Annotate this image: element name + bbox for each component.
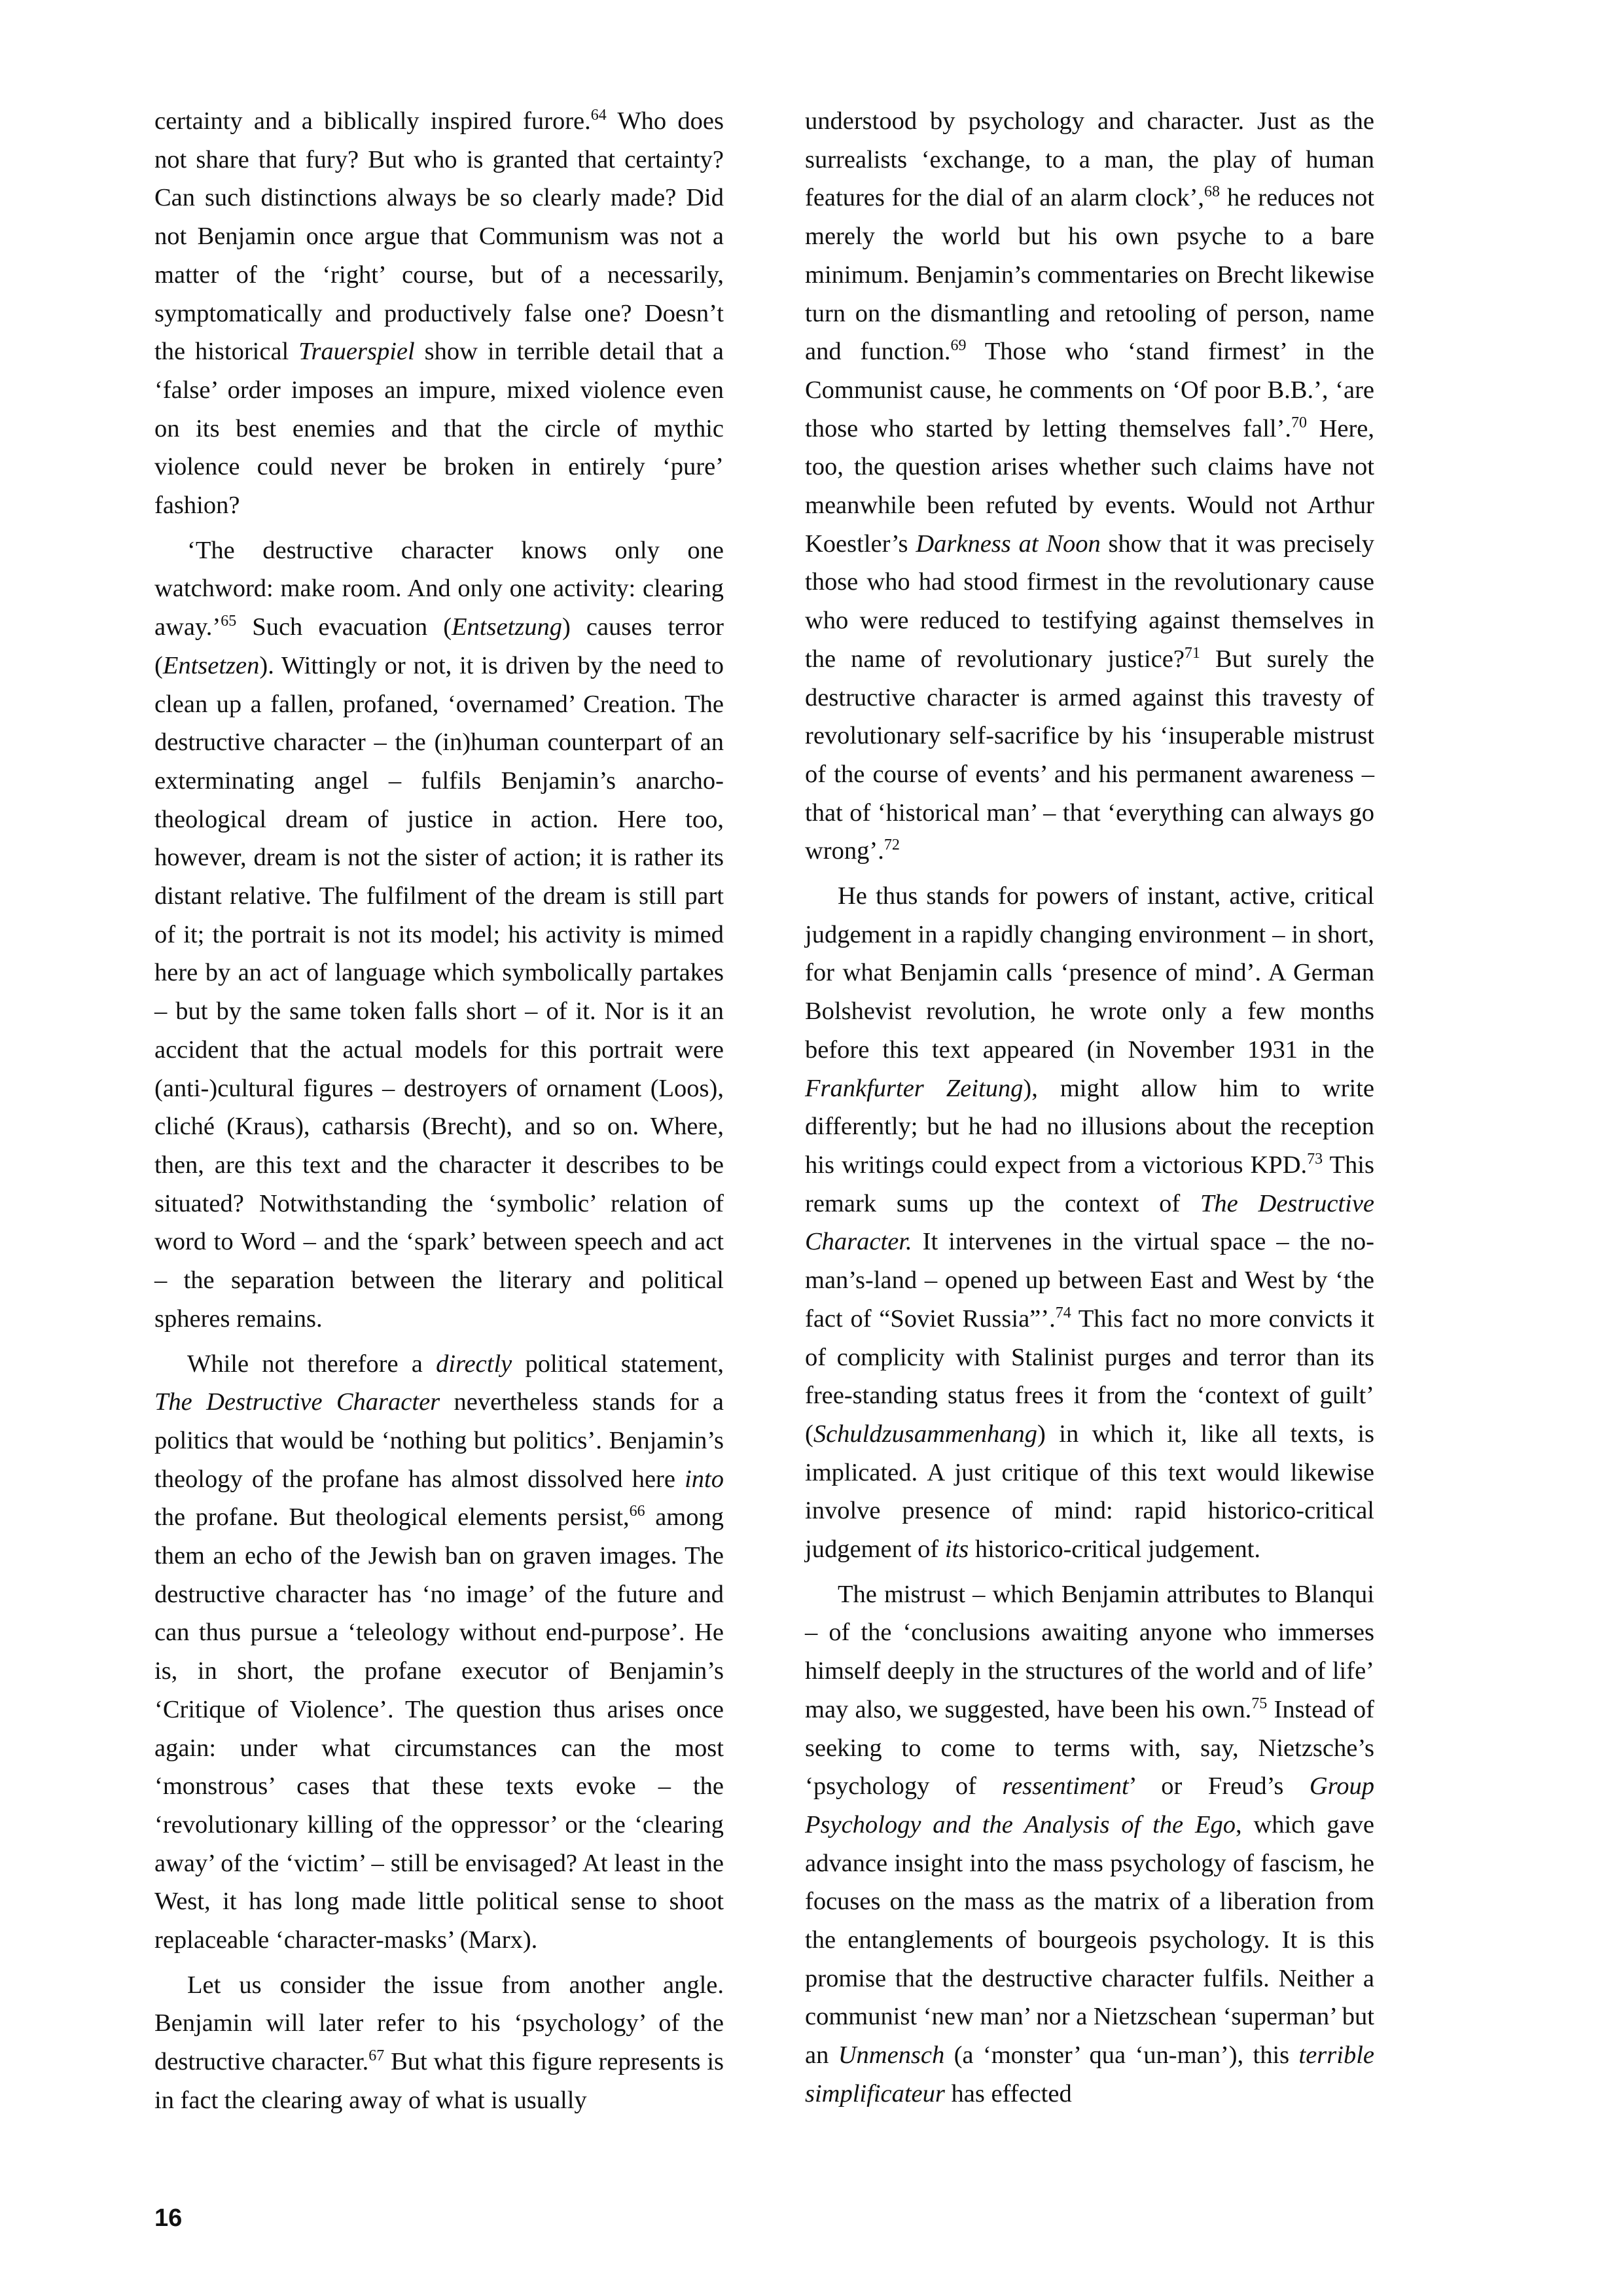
italic-run: ressentiment	[1002, 1772, 1129, 1801]
italic-run: directly	[436, 1350, 512, 1378]
text-run: Let us consider the issue from another angle. Benjamin will later refer to his ‘psychology’ of the destructive character.	[154, 1971, 724, 2076]
text-run: But surely the destructive character is armed against this travesty of revolutionary self-sacrifice by his ‘insuperable mistrust of the course of events’ and his permanent awareness – that of ‘historical man’ – that ‘everything can always go wrong’.	[805, 645, 1374, 865]
italic-run: The Destructive Character	[154, 1388, 440, 1416]
text-run: Who does not share that fury? But who is granted that certainty? Can such distinctions always be so clearly made? Did not Benjamin once argue that Communism was not a matter of the ‘right’ course, but of a necessarily, symptomatically and productively false one? Doesn’t the historical	[154, 107, 724, 366]
footnote-ref: 73	[1307, 1151, 1323, 1168]
text-run: This fact no more convicts it of complicity with Stalinist purges and terror than its free-standing status frees it from the ‘context of guilt’ (	[805, 1304, 1375, 1448]
text-run: ), might allow him to write differently; but he had no illusions about the reception his writings could expect from a victorious KPD.	[805, 1074, 1375, 1179]
text-run: (a ‘monster’ qua ‘un-man’), this	[944, 2041, 1299, 2070]
text-run: Instead of seeking to come to terms with, say, Nietzsche’s ‘psychology of	[805, 1695, 1374, 1801]
text-run: ) causes terror (	[154, 613, 724, 679]
footnote-ref: 71	[1184, 645, 1200, 662]
footnote-ref: 64	[590, 107, 607, 124]
text-run: has effected	[944, 2079, 1072, 2108]
paragraph	[805, 102, 1374, 870]
italic-run: Group Psychology and the Analysis of the Ego	[805, 1772, 1374, 1839]
footnote-ref: 67	[368, 2047, 385, 2065]
text-run: Those who ‘stand firmest’ in the Communist cause, he comments on ‘Of poor B.B.’, ‘are those who started by letting themselves fall’.	[805, 338, 1375, 442]
text-run: understood by psychology and character. Just as the surrealists ‘exchange, to a man, the play of human features for the dial of an alarm clock’,	[805, 107, 1374, 212]
text-run: This remark sums up the context of	[805, 1151, 1374, 1217]
text-run: , which gave advance insight into the mass psychology of fascism, he focuses on the mass as the matrix of a liberation from the entanglements of bourgeois psychology. It is this promise that the destructive character fulfils. Neither a communist ‘new man’ nor a Nietzschean ‘superman’ but an	[805, 1810, 1375, 2070]
text-run: The mistrust – which Benjamin attributes to Blanqui – of the ‘conclusions awaiting anyone who immerses himself deeply in the structures of the world and of life’ may also, we suggested, have been his own.	[805, 1580, 1374, 1723]
footnote-ref: 74	[1055, 1304, 1071, 1321]
text-run: among them an echo of the Jewish ban on graven images. The destructive character has ‘no image’ of the future and can thus pursue a ‘teleology without end-purpose’. He is, in short, the profane executor of Benjamin’s ‘Critique of Violence’. The question thus arises once again: under what circumstances can the most ‘monstrous’ cases that these texts evoke – the ‘revolutionary killing of the oppressor’ or the ‘clearing away’ of the ‘victim’ – still be envisaged? At least in the West, it has long made little political sense to shoot replaceable ‘character-masks’ (Marx).	[154, 1503, 724, 1954]
text-run: he reduces not merely the world but his own psyche to a bare minimum. Benjamin’s commentaries on Brecht likewise turn on the dismantling and retooling of person, name and function.	[805, 184, 1374, 366]
text-run: ‘The destructive character knows only one watchword: make room. And only one activity: clearing away.’	[154, 536, 724, 641]
footnote-ref: 69	[950, 337, 967, 355]
footnote-ref: 70	[1291, 414, 1308, 431]
text-run: ’ or Freud’s	[1128, 1772, 1310, 1801]
italic-run: Schuldzusammenhang	[813, 1420, 1038, 1448]
footnote-ref: 75	[1251, 1695, 1268, 1712]
text-run: certainty and a biblically inspired furore.	[154, 107, 591, 135]
text-run: Here, too, the question arises whether such claims have not meanwhile been refuted by events. Would not Arthur Koestler’s	[805, 414, 1374, 558]
text-run: ) in which it, like all texts, is implicated. A just critique of this text would likewise involve presence of mind: rapid historico-critical judgement of	[805, 1420, 1374, 1564]
page-number: 16	[154, 2204, 183, 2232]
footnote-ref: 65	[221, 613, 237, 630]
paragraph	[154, 1966, 724, 2120]
italic-run: into	[685, 1465, 724, 1493]
text-run: Such evacuation (	[236, 613, 452, 641]
footnote-ref: 66	[629, 1503, 645, 1520]
paragraph	[154, 102, 724, 525]
text-run: ). Wittingly or not, it is driven by the need to clean up a fallen, profaned, ‘overnamed’ Creation. The destructive character – the (in)human counterpart of an exterminating angel – fulfils Benjamin’s anarcho-theological dream of justice in action. Here too, however, dream is not the sister of action; it is rather its distant relative. The fulfilment of the dream is still part of it; the portrait is not its model; his activity is mimed here by an act of language which symbolically partakes – but by the same token falls short – of it. Nor is it an accident that the actual models for this portrait were (anti-)cultural figures – destroyers of ornament (Loos), cliché (Kraus), catharsis (Brecht), and so on. Where, then, are this text and the character it describes to be situated? Notwithstanding the ‘symbolic’ relation of word to Word – and the ‘spark’ between speech and act – the separation between the literary and political spheres remains.	[154, 651, 724, 1333]
italic-run: Frankfurter Zeitung	[805, 1074, 1024, 1102]
text-run: the profane. But theological elements persist,	[154, 1503, 630, 1532]
left-column	[154, 102, 724, 2126]
italic-run: The Destructive Character.	[805, 1189, 1374, 1256]
paragraph	[805, 877, 1374, 1569]
text-run: historico-critical judgement.	[969, 1535, 1261, 1564]
paragraph	[805, 1575, 1374, 2113]
text-run: While not therefore a	[187, 1350, 437, 1378]
paragraph	[154, 1345, 724, 1960]
text-run: political statement,	[512, 1350, 724, 1378]
text-run: nevertheless stands for a politics that would be ‘nothing but politics’. Benjamin’s theology of the profane has almost dissolved here	[154, 1388, 724, 1493]
text-run: But what this figure represents is in fact the clearing away of what is usually	[154, 2048, 724, 2114]
footnote-ref: 68	[1204, 183, 1221, 201]
right-column	[805, 102, 1374, 2120]
italic-run: Trauerspiel	[298, 338, 415, 366]
italic-run: Entsetzung	[452, 613, 562, 641]
italic-run: its	[944, 1535, 969, 1564]
italic-run: terrible simplificateur	[805, 2041, 1374, 2108]
italic-run: Darkness at Noon	[916, 529, 1101, 558]
italic-run: Entsetzen	[162, 651, 260, 679]
italic-run: Unmensch	[838, 2041, 945, 2070]
text-run: show in terrible detail that a ‘false’ order imposes an impure, mixed violence even on its best enemies and that the circle of mythic violence could never be broken in entirely ‘pure’ fashion?	[154, 338, 724, 520]
text-run: He thus stands for powers of instant, active, critical judgement in a rapidly changing environment – in short, for what Benjamin calls ‘presence of mind’. A German Bolshevist revolution, he wrote only a few months before this text appeared (in November 1931 in the	[805, 882, 1374, 1064]
paragraph	[154, 531, 724, 1338]
text-run: It intervenes in the virtual space – the no-man’s-land – opened up between East and West by ‘the fact of “Soviet Russia”’.	[805, 1228, 1374, 1333]
text-run: show that it was precisely those who had stood firmest in the revolutionary cause who were reduced to testifying against themselves in the name of revolutionary justice?	[805, 529, 1374, 673]
footnote-ref: 72	[883, 836, 900, 854]
